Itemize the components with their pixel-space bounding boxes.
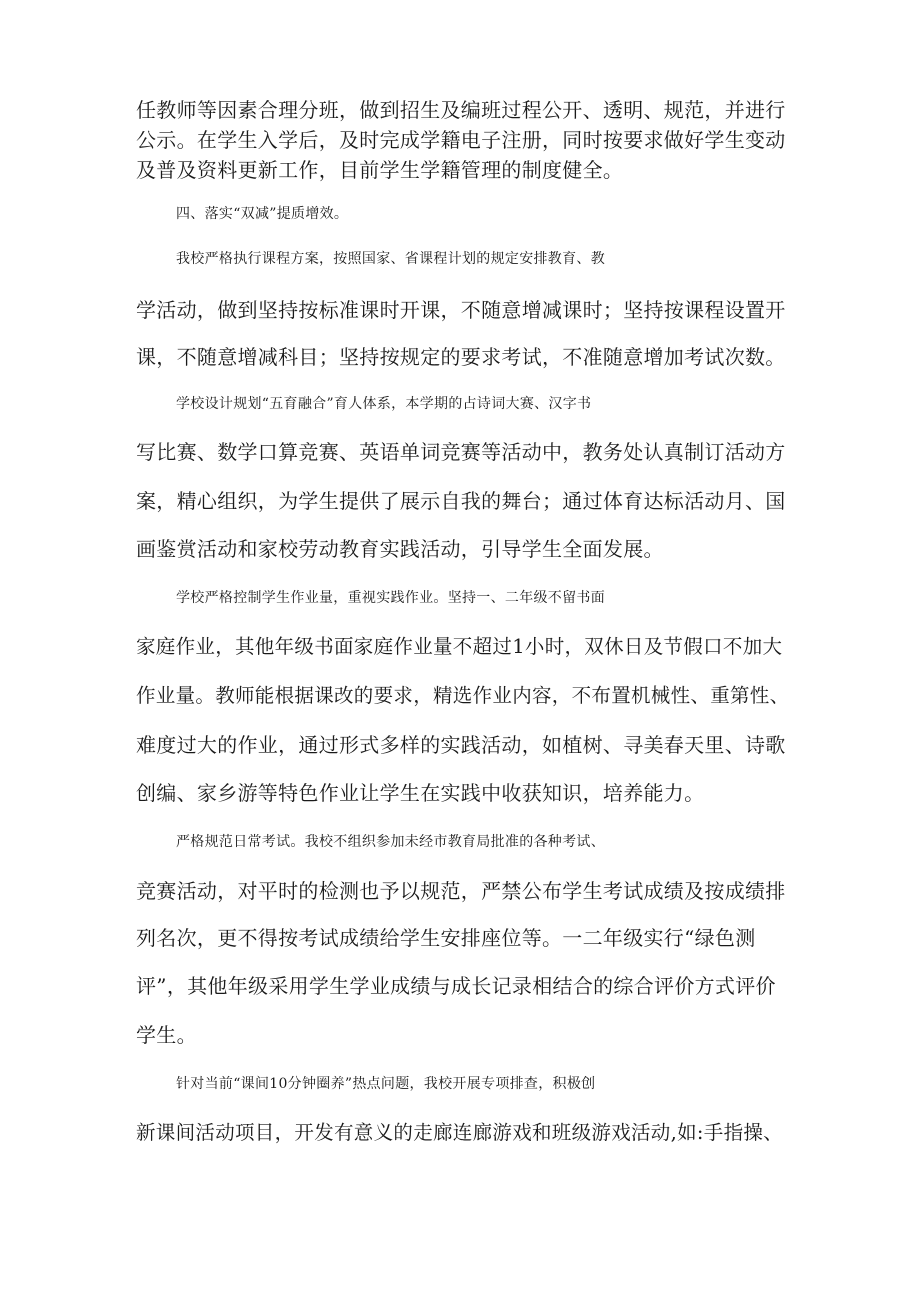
text-line: 针对当前“课间10分钟圈养”热点问题，我校开展专项排查，积极创 <box>176 1076 596 1092</box>
text-line: 学校严格控制学生作业量，重视实践作业。坚持一、二年级不留书面 <box>176 590 605 606</box>
text-line: 我校严格执行课程方案，按照国家、省课程计划的规定安排教育、教 <box>176 251 605 267</box>
text-line: 案，精心组织，为学生提供了展示自我的舞台；通过体育达标活动月、国 <box>136 489 786 513</box>
text-line: 列名次，更不得按考试成绩给学生安排座位等。一二年级实行“绿色测 <box>136 926 756 950</box>
text-line: 严格规范日常考试。我校不组织参加未经市教育局批准的各种考试、 <box>176 834 605 850</box>
text-line: 竞赛活动，对平时的检测也予以规范，严禁公布学生考试成绩及按成绩排 <box>136 879 786 903</box>
text-line: 公示。在学生入学后，及时完成学籍电子注册，同时按要求做好学生变动 <box>136 128 786 152</box>
text-line: 作业量。教师能根据课改的要求，精选作业内容，不布置机械性、重第性、 <box>136 684 790 707</box>
text-line: 学活动，做到坚持按标准课时开课，不随意增减课时；坚持按课程设置开 <box>136 298 786 322</box>
text-line: 新课间活动项目，开发有意义的走廊连廊游戏和班级游戏活动,如:手指操、 <box>136 1121 783 1144</box>
text-line: 学生。 <box>136 1023 197 1047</box>
text-line: 课，不随意增减科目；坚持按规定的要求考试，不准随意增加考试次数。 <box>136 345 786 369</box>
text-line: 创编、家乡游等特色作业让学生在实践中收获知识，培养能力。 <box>136 781 705 805</box>
text-line: 评”，其他年级采用学生学业成绩与成长记录相结合的综合评价方式评价 <box>136 974 776 998</box>
text-line: 任教师等因素合理分班，做到招生及编班过程公开、透明、规范，并进行 <box>136 98 786 122</box>
text-line: 写比赛、数学口算竞赛、英语单词竞赛等活动中，教务处认真制订活动方 <box>136 440 786 464</box>
text-line: 难度过大的作业，通过形式多样的实践活动，如植树、寻美春天里、诗歌 <box>136 733 786 757</box>
text-line: 家庭作业，其他年级书面家庭作业量不超过1小时，双休日及节假口不加大 <box>136 635 783 658</box>
text-line: 及普及资料更新工作，目前学生学籍管理的制度健全。 <box>136 158 624 182</box>
text-line: 画鉴赏活动和家校劳动教育实践活动，引导学生全面发展。 <box>136 537 664 561</box>
text-line: 学校设计规划“五育融合”育人体系，本学期的占诗词大赛、汉字书 <box>176 396 592 412</box>
section-heading: 四、落实“双减”提质增效。 <box>176 206 349 222</box>
